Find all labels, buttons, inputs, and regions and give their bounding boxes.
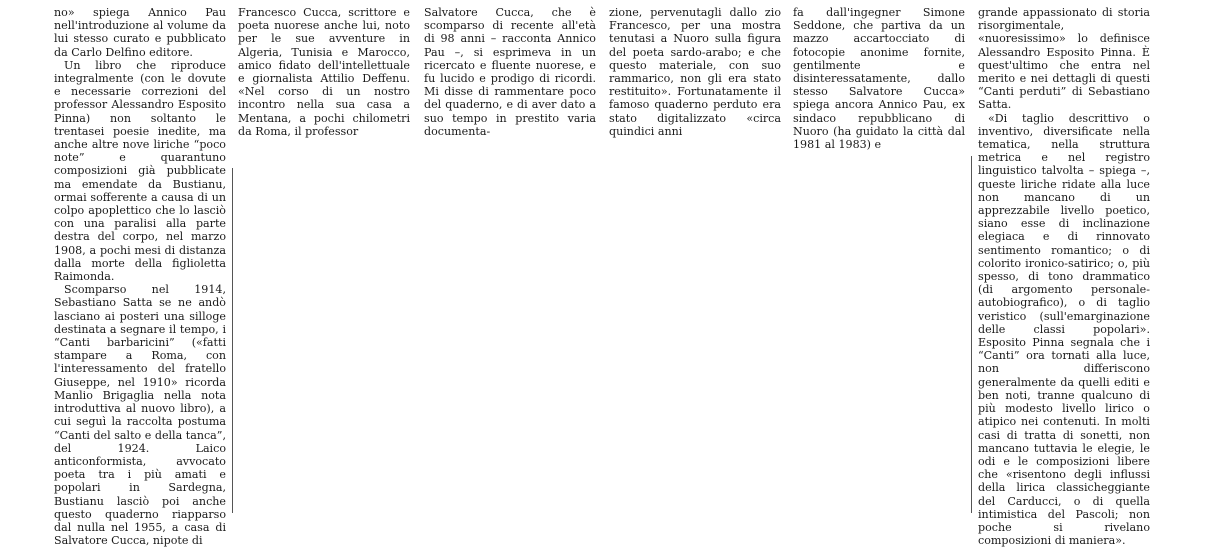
paragraph: zione, pervenutagli dallo zio Francesco, per una mostra tenutasi a Nuoro sulla figura del poeta sardo-arabo; e che questo materiale, con suo rammarico, non gli era stato restituito». Fortunatamente il famoso quaderno perduto era stato digitalizzato «circa quindici anni bbox=[609, 6, 781, 138]
paragraph: Francesco Cucca, scrittore e poeta nuorese anche lui, noto per le sue avventure in Algeria, Tunisia e Marocco, amico fidato dell'intellettuale e giornalista Attilio Deffenu. «Nel corso di un nostro incontro nella sua casa a Mentana, a pochi chilometri da Roma, il professor bbox=[238, 6, 410, 138]
text-column-4 bbox=[609, 6, 781, 138]
paragraph: grande appassionato di storia risorgimentale, «nuoresissimo» lo definisce Alessandro Esposito Pinna. È quest'ultimo che entra nel merito e nei dettagli di questi “Canti perduti” di Sebastiano Satta. bbox=[978, 6, 1150, 112]
column-divider bbox=[971, 156, 972, 513]
text-column-2 bbox=[238, 6, 410, 138]
paragraph: Un libro che riproduce integralmente (con le dovute e necessarie correzioni del professor Alessandro Esposito Pinna) non soltanto le trentasei poesie inedite, ma anche altre nove liriche “poco note” e quarantuno composizioni già pubblicate ma emendate da Bustianu, ormai sofferente a causa di un colpo apoplettico che lo lasciò con una paralisi alla parte destra del corpo, nel marzo 1908, a pochi mesi di distanza dalla morte della figlioletta Raimonda. bbox=[54, 58, 226, 284]
text-column-6 bbox=[978, 6, 1150, 547]
column-divider bbox=[232, 168, 233, 513]
text-column-5 bbox=[793, 6, 965, 151]
text-column-3 bbox=[424, 6, 596, 138]
paragraph: no» spiega Annico Pau nell'introduzione al volume da lui stesso curato e pubblicato da Carlo Delfino editore. bbox=[54, 6, 226, 59]
text-column-1 bbox=[54, 6, 226, 547]
paragraph: fa dall'ingegner Simone Seddone, che partiva da un mazzo accartocciato di fotocopie anonime fornite, gentilmente e disinteressatamente, dallo stesso Salvatore Cucca» spiega ancora Annico Pau, ex sindaco repubblicano di Nuoro (ha guidato la città dal 1981 al 1983) e bbox=[793, 6, 965, 152]
paragraph: Scomparso nel 1914, Sebastiano Satta se ne andò lasciano ai posteri una silloge destinata a segnare il tempo, i “Canti barbaricini” («fatti stampare a Roma, con l'interessamento del fratello Giuseppe, nel 1910» ricorda Manlio Brigaglia nella nota introduttiva al nuovo libro), a cui seguì la raccolta postuma “Canti del salto e della tanca”, del 1924. Laico anticonformista, avvocato poeta tra i più amati e popolari in Sardegna, Bustianu lasciò poi anche questo quaderno riapparso dal nulla nel 1955, a casa di Salvatore Cucca, nipote di bbox=[54, 283, 226, 547]
paragraph: «Di taglio descrittivo o inventivo, diversificate nella tematica, nella struttura metrica e nel registro linguistico talvolta – spiega –, queste liriche ridate alla luce non mancano di un apprezzabile livello poetico, siano esse di inclinazione elegiaca e di rinnovato sentimento romantico; o di colorito ironico-satirico; o, più spesso, di tono drammatico (di argomento personale-autobiografico), o di taglio veristico (sull'emarginazione delle classi popolari». Esposito Pinna segnala che i “Canti” ora tornati alla luce, non differiscono generalmente da quelli editi e ben noti, tranne qualcuno di più modesto livello lirico o atipico nei contenuti. In molti casi di tratta di sonetti, non mancano tuttavia le elegie, le odi e le composizioni libere che «risentono degli influssi della lirica classicheggiante del Carducci, o di quella intimistica del Pascoli; non poche si rivelano composizioni di maniera». bbox=[978, 111, 1150, 547]
paragraph: Salvatore Cucca, che è scomparso di recente all'età di 98 anni – racconta Annico Pau –, si esprimeva in un ricercato e fluente nuorese, e fu lucido e prodigo di ricordi. Mi disse di rammentare poco del quaderno, e di aver dato a suo tempo in prestito varia documenta- bbox=[424, 6, 596, 138]
